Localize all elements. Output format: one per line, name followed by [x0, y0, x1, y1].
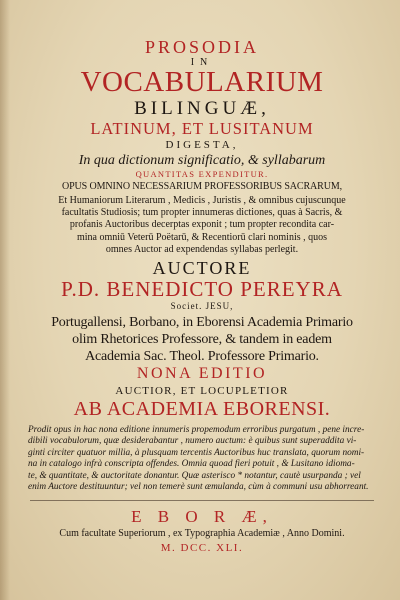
note-line: te, & quantitate, & auctoritate donantur. Quæ asterisco * notantur, cautè usurpanda ; vel — [28, 470, 361, 481]
note-line: ginti circiter quatuor millia, à plusquam tercentis Auctoribus huc translata, quorum nomi- — [28, 447, 365, 458]
note-line: na in catalogo infrà conscripta offendes. Omnia quoad fieri potuit , & Lusitano idioma- — [28, 459, 355, 470]
description-line: omnes Auctor ad expendendas syllabas perlegit. — [105, 243, 299, 255]
imprint-place: E B O R Æ, — [131, 507, 273, 527]
divider-rule — [30, 500, 374, 501]
description-paragraph — [26, 195, 378, 256]
heading-digesta: DIGESTA, — [165, 138, 239, 151]
description-line: facultatis Studiosis; tum propter innumeras dictiones, quas à Sacris, & — [61, 207, 343, 219]
imprint-year: M. DCC. XLI. — [160, 542, 244, 555]
heading-latinum: LATINUM, ET LUSITANUM — [90, 119, 314, 138]
society-label: Societ. JESU, — [170, 301, 234, 312]
note-line: enim Auctore destituuntur; vel non temerè sunt æmulanda, cùm à communi usu abhorreant. — [28, 482, 369, 493]
description-line: profanis Auctoribus decerptas exponit ; tum propter recondita car- — [69, 219, 335, 231]
affiliation-line: Academia Sac. Theol. Professore Primario. — [85, 349, 319, 365]
imprint-privilege: Cum facultate Superiorum , ex Typographia Academiæ , Anno Domini. — [59, 528, 345, 540]
note-line: Prodit opus in hac nona editione innumeris propemodum erroribus purgatum , pene incre- — [28, 425, 365, 436]
heading-vocabularium: VOCABULARIUM — [80, 66, 324, 98]
note-line: dibili vocabulorum, quæ desiderabantur , numero auctum: è quibus sunt superaddita vi- — [28, 436, 357, 447]
edition-note — [26, 425, 378, 493]
heading-bilinguae: BILINGUÆ, — [134, 98, 270, 119]
author-name: P.D. BENEDICTO PEREYRA — [61, 277, 343, 302]
description-line: Et Humaniorum Literarum , Medicis , Juristis , & omnibus cujuscunque — [58, 195, 346, 206]
auctore-label: AUCTORE — [152, 258, 252, 279]
opus-line: OPUS OMNINO NECESSARIUM PROFESSORIBUS SACRARUM, — [61, 181, 343, 192]
author-affiliation — [26, 314, 378, 365]
description-line: mina omniū Veterū Poëtarū, & Recentiorū clari nominis , quos — [76, 231, 328, 243]
heading-in: IN — [190, 57, 214, 68]
subtitle-quantitas: QUANTITAS EXPENDITUR. — [135, 168, 269, 179]
heading-prosodia: PROSODIA — [144, 37, 260, 57]
edition-subtitle: AUCTIOR, ET LOCUPLETIOR — [115, 385, 289, 398]
edition-label: NONA EDITIO — [136, 365, 268, 383]
subtitle-in-qua: In qua dictionum significatio, & syllabarum — [78, 152, 326, 168]
affiliation-line: olim Rhetorices Professore, & tandem in eadem — [72, 332, 332, 348]
academy-heading: AB ACADEMIA EBORENSI. — [73, 398, 331, 421]
affiliation-line: Portugallensi, Borbano, in Eborensi Academia Primario — [51, 315, 353, 331]
